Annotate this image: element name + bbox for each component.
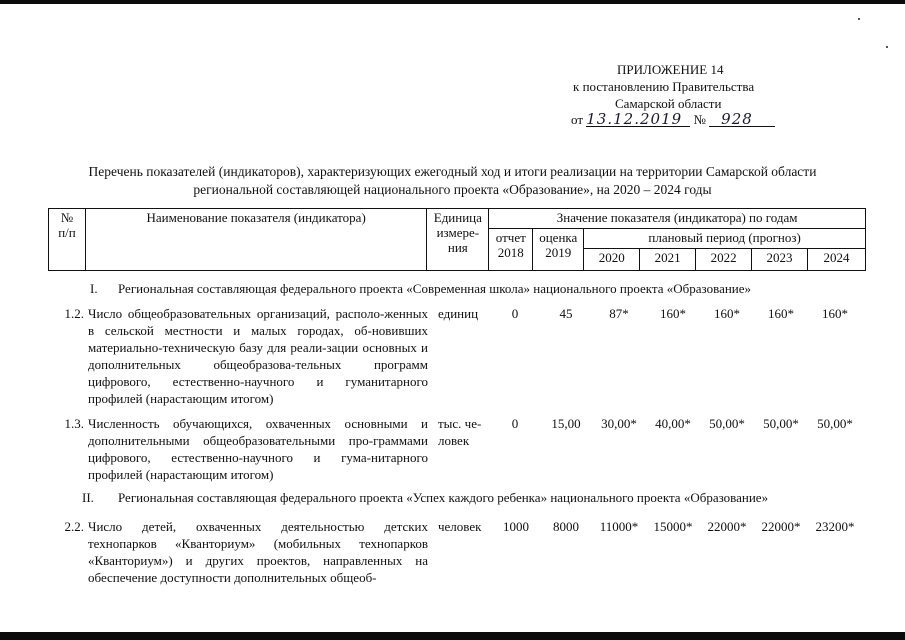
row-value-2018: 0 bbox=[511, 306, 519, 321]
header-year: 2022 bbox=[696, 249, 752, 271]
row-indicator-name: Число детей, охваченных деятельностью детских технопарков «Кванториум» (мобильных технопарков «Кванториум») и других проектов, направленных на обеспечение доступности дополнительных общеоб- bbox=[88, 519, 428, 585]
row-value-2023: 50,00* bbox=[763, 416, 799, 431]
header-estimate-line1: оценка bbox=[539, 230, 578, 245]
scan-speck bbox=[858, 18, 860, 20]
row-number: 1.2. bbox=[64, 306, 84, 321]
appendix-date-line bbox=[571, 111, 775, 128]
row-value-2024: 50,00* bbox=[817, 416, 853, 431]
section-title: Региональная составляющая федерального проекта «Современная школа» национального проекта «Образование» bbox=[118, 281, 752, 296]
document-title-line1: Перечень показателей (индикаторов), характеризующих ежегодный ход и итоги реализации на территории Самарской области bbox=[88, 164, 817, 179]
header-year: 2021 bbox=[640, 249, 696, 271]
row-value-2020: 30,00* bbox=[601, 416, 637, 431]
row-value-2021: 40,00* bbox=[655, 416, 691, 431]
date-field bbox=[586, 111, 690, 127]
row-value-2019: 8000 bbox=[553, 519, 579, 534]
header-year: 2023 bbox=[752, 249, 808, 271]
row-number: 1.3. bbox=[64, 416, 84, 431]
row-value-2021: 15000* bbox=[653, 519, 693, 534]
header-col-estimate bbox=[533, 229, 584, 271]
header-col-number bbox=[49, 209, 86, 271]
appendix-line1: к постановлению Правительства bbox=[573, 79, 755, 94]
row-unit: тыс. че-ловек bbox=[438, 416, 482, 448]
header-col-report bbox=[489, 229, 533, 271]
table-row bbox=[0, 415, 905, 485]
document-title-line2: региональной составляющей национального проекта «Образование», на 2020 – 2024 годы bbox=[193, 182, 712, 197]
row-value-2022: 22000* bbox=[707, 519, 747, 534]
header-report-line1: отчет bbox=[495, 230, 526, 245]
date-handwritten: 13.12.2019 bbox=[586, 110, 683, 128]
row-value-2022: 160* bbox=[714, 306, 740, 321]
number-sign: № bbox=[693, 112, 706, 127]
row-value-2020: 11000* bbox=[599, 519, 639, 534]
row-value-2019: 15,00 bbox=[551, 416, 581, 431]
header-num-line2: п/п bbox=[58, 225, 76, 240]
row-number: 2.2. bbox=[64, 519, 84, 534]
row-indicator-name: Численность обучающихся, охваченных основными и дополнительными общеобразовательными про-граммами цифрового, естественно-научного и гума-нитарного профилей (нарастающим итогом) bbox=[88, 416, 428, 482]
document-title bbox=[0, 163, 905, 199]
scan-edge-top bbox=[0, 0, 905, 4]
header-year: 2020 bbox=[584, 249, 640, 271]
header-col-values: Значение показателя (индикатора) по годам bbox=[489, 209, 866, 229]
row-value-2020: 87* bbox=[609, 306, 629, 321]
row-value-2024: 23200* bbox=[815, 519, 855, 534]
header-col-unit bbox=[427, 209, 489, 271]
header-report-line2: 2018 bbox=[497, 245, 524, 260]
header-col-name: Наименование показателя (индикатора) bbox=[85, 209, 426, 271]
header-unit-line3: ния bbox=[447, 240, 468, 255]
row-value-2023: 160* bbox=[768, 306, 794, 321]
row-value-2021: 160* bbox=[660, 306, 686, 321]
row-value-2018: 0 bbox=[511, 416, 519, 431]
header-unit-line2: измере- bbox=[436, 225, 480, 240]
number-field bbox=[709, 111, 775, 127]
appendix-line2: Самарской области bbox=[615, 96, 722, 111]
row-value-2024: 160* bbox=[822, 306, 848, 321]
date-prefix: от bbox=[571, 112, 584, 127]
row-value-2022: 50,00* bbox=[709, 416, 745, 431]
appendix-title: ПРИЛОЖЕНИЕ 14 bbox=[617, 62, 724, 77]
header-year: 2024 bbox=[808, 249, 866, 271]
section-number: I. bbox=[90, 281, 98, 296]
section-number: II. bbox=[82, 490, 94, 505]
table-row bbox=[0, 518, 905, 588]
row-unit: человек bbox=[438, 519, 482, 534]
header-num-line1: № bbox=[60, 210, 74, 225]
indicators-table-header bbox=[48, 208, 866, 271]
row-indicator-name: Число общеобразовательных организаций, располо-женных в сельской местности и малых городах, об-новивших материально-техническую базу для реали-зации основных и дополнительных общеобразова-тельных программ цифрового, естественно-научного и гуманитарного профилей (нарастающим итогом) bbox=[88, 306, 428, 406]
scan-speck bbox=[886, 46, 888, 48]
row-value-2018: 1000 bbox=[503, 519, 529, 534]
header-col-plan: плановый период (прогноз) bbox=[584, 229, 866, 249]
number-handwritten: 928 bbox=[721, 110, 753, 128]
table-row bbox=[0, 305, 905, 409]
header-estimate-line2: 2019 bbox=[545, 245, 572, 260]
row-value-2019: 45 bbox=[559, 306, 573, 321]
row-unit: единиц bbox=[438, 306, 479, 321]
scan-edge-bottom bbox=[0, 632, 905, 640]
section-title: Региональная составляющая федерального проекта «Успех каждого ребенка» национального проекта «Образование» bbox=[118, 490, 769, 505]
row-value-2023: 22000* bbox=[761, 519, 801, 534]
header-unit-line1: Единица bbox=[433, 210, 482, 225]
